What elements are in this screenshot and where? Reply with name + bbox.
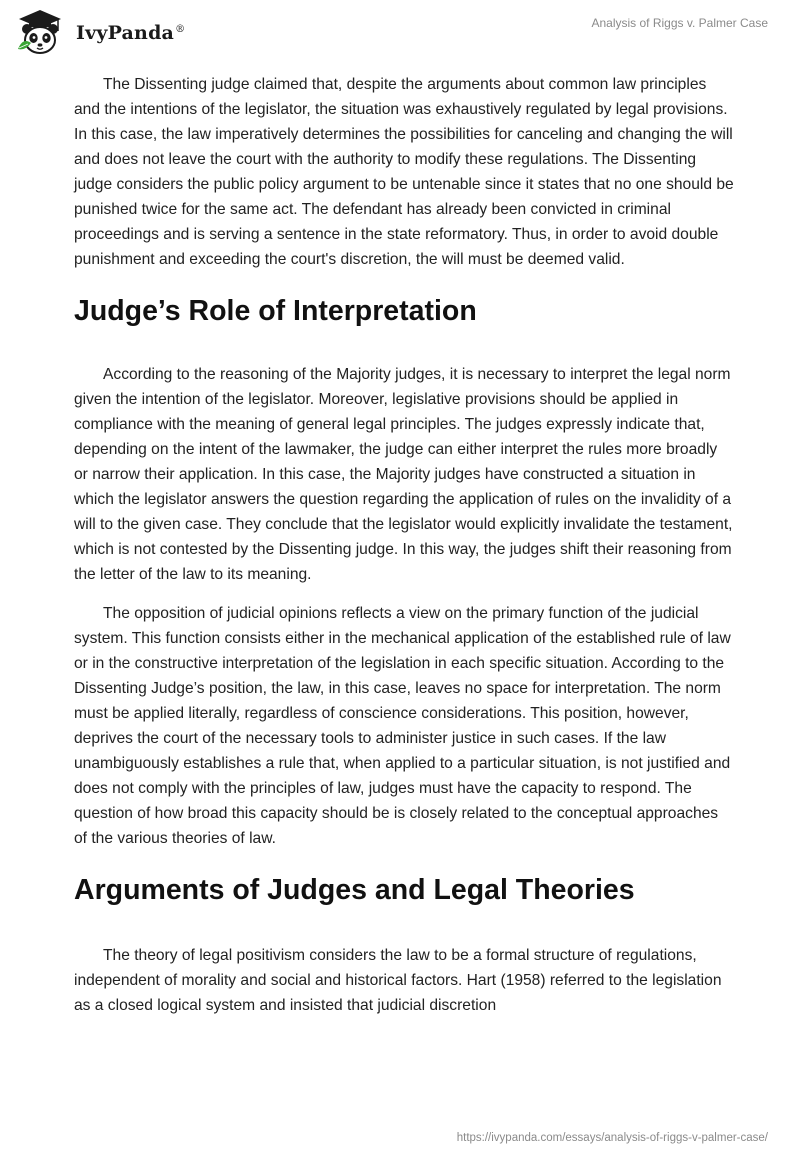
brand-name: IvyPanda®	[76, 22, 186, 44]
section-heading: Judge’s Role of Interpretation	[74, 295, 477, 327]
essay-content	[74, 72, 734, 1018]
source-url[interactable]: https://ivypanda.com/essays/analysis-of-riggs-v-palmer-case/	[456, 1132, 768, 1144]
ivypanda-logo[interactable]	[14, 7, 185, 59]
essay-paragraph: According to the reasoning of the Majority judges, it is necessary to interpret the legal norm given the intention of the legislator. Moreover, legislative provisions should be applied in compliance with the meaning of general legal principles. The judges expressly indicate that, depending on the intent of the lawmaker, the judge can either interpret the rules more broadly or narrow their application. In this case, the Majority judges have constructed a situation in which the legislator answers the question regarding the application of rules on the invalidity of a will to the given case. They conclude that the legislator would explicitly invalidate the testament, which is not contested by the Dissenting judge. In this way, the judges shift their reasoning from the letter of the law to its meaning.	[74, 366, 733, 583]
document-title: Analysis of Riggs v. Palmer Case	[591, 16, 768, 30]
essay-paragraph: The Dissenting judge claimed that, despite the arguments about common law principles and the intentions of the legislator, the situation was exhaustively regulated by legal provisions. In this case, the law imperatively determines the possibilities for canceling and changing the will and does not leave the court with the authority to modify these regulations. The Dissenting judge considers the public policy argument to be untenable since it states that no one should be punished twice for the same act. The defendant has already been convicted in criminal proceedings and is serving a sentence in the state reformatory. Thus, in order to avoid double punishment and exceeding the court's discretion, the will must be deemed valid.	[74, 76, 734, 268]
essay-paragraph: The opposition of judicial opinions reflects a view on the primary function of the judicial system. This function consists either in the mechanical application of the established rule of law or in the constructive interpretation of the legislation in each specific situation. According to the Dissenting Judge’s position, the law, in this case, leaves no space for interpretation. The norm must be applied literally, regardless of conscience considerations. This position, however, deprives the court of the necessary tools to administer justice in such cases. If the law unambiguously establishes a rule that, when applied to a particular situation, is not justified and does not comply with the principles of law, judges must have the capacity to respond. The question of how broad this capacity should be is closely related to the conceptual approaches of the various theories of law.	[74, 605, 731, 847]
section-heading: Arguments of Judges and Legal Theories	[74, 874, 635, 906]
panda-graduate-icon	[14, 7, 66, 59]
page-header	[0, 0, 800, 64]
essay-paragraph: The theory of legal positivism considers the law to be a formal structure of regulations, independent of morality and social and historical factors. Hart (1958) referred to the legislation as a closed logical system and insisted that judicial discretion	[74, 947, 722, 1014]
